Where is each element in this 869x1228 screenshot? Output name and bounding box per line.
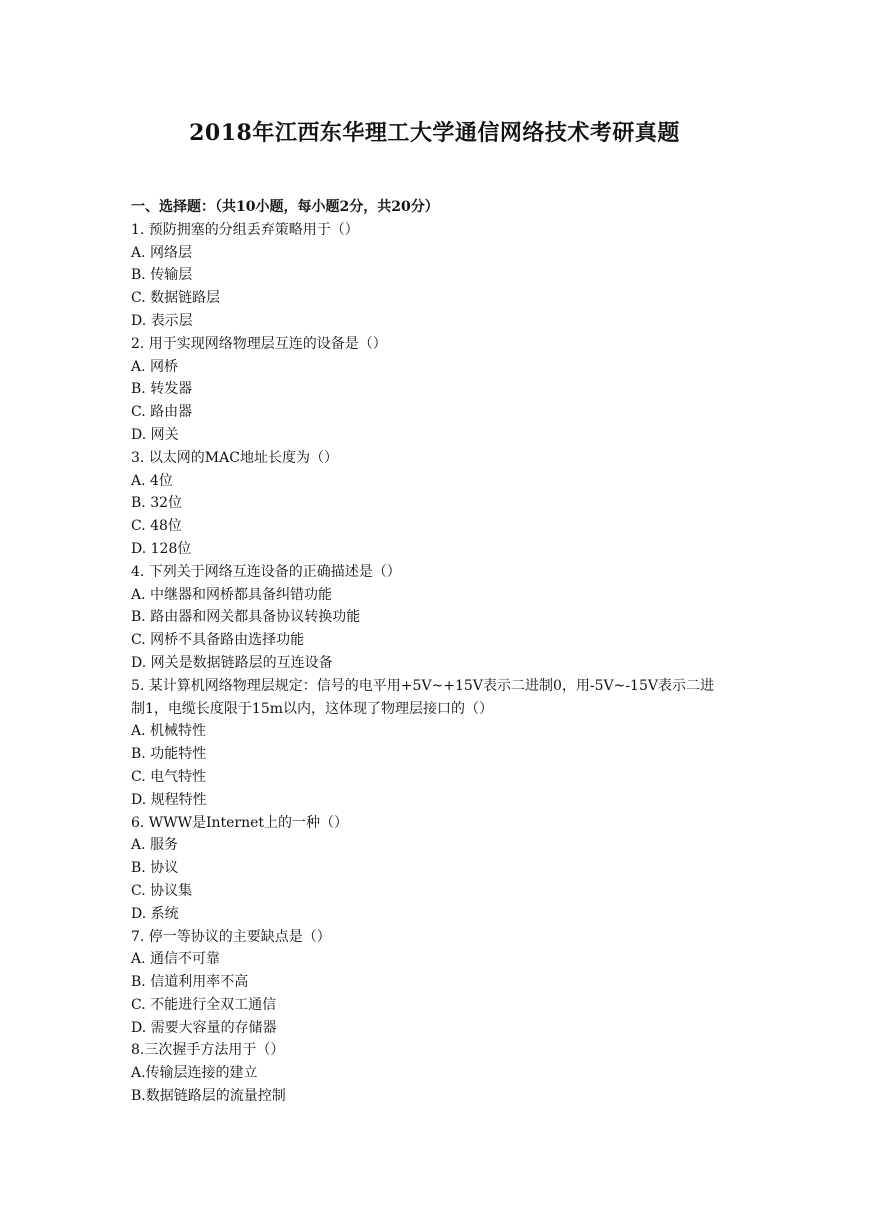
- option-5a: A. 机械特性: [131, 723, 207, 740]
- option-5d: D. 规程特性: [131, 791, 207, 808]
- option-4b: B. 路由器和网关都具备协议转换功能: [131, 609, 361, 626]
- option-7c: C. 不能进行全双工通信: [131, 996, 277, 1013]
- question-5-continued: 制1，电缆长度限于15m以内，这体现了物理层接口的（）: [131, 700, 493, 717]
- option-1d: D. 表示层: [131, 312, 193, 329]
- question-5: 5. 某计算机网络物理层规定：信号的电平用+5V~+15V表示二进制0，用-5V~-15V表示二进: [131, 677, 714, 694]
- option-6d: D. 系统: [131, 905, 179, 922]
- option-5b: B. 功能特性: [131, 746, 207, 763]
- question-7: 7. 停一等协议的主要缺点是（）: [131, 928, 331, 945]
- option-8a: A.传输层连接的建立: [131, 1065, 258, 1082]
- question-6: 6. WWW是Internet上的一种（）: [131, 814, 349, 831]
- question-8: 8.三次握手方法用于（）: [131, 1042, 285, 1059]
- question-4: 4. 下列关于网络互连设备的正确描述是（）: [131, 563, 401, 580]
- option-7d: D. 需要大容量的存储器: [131, 1019, 277, 1036]
- option-3b: B. 32位: [131, 495, 183, 512]
- option-4a: A. 中继器和网桥都具备纠错功能: [131, 586, 333, 603]
- section-heading: 一、选择题：（共10小题，每小题2分，共20分）: [131, 199, 439, 215]
- option-7b: B. 信道利用率不高: [131, 974, 249, 991]
- option-3a: A. 4位: [131, 472, 173, 489]
- option-3d: D. 128位: [131, 540, 192, 557]
- option-5c: C. 电气特性: [131, 768, 207, 785]
- document-title: 2018年江西东华理工大学通信网络技术考研真题: [189, 120, 680, 146]
- option-4c: C. 网桥不具备路由选择功能: [131, 632, 305, 649]
- option-1b: B. 传输层: [131, 267, 193, 284]
- option-6a: A. 服务: [131, 837, 179, 854]
- option-8b: B.数据链路层的流量控制: [131, 1088, 286, 1105]
- option-2c: C. 路由器: [131, 404, 193, 421]
- option-4d: D. 网关是数据链路层的互连设备: [131, 654, 333, 671]
- option-7a: A. 通信不可靠: [131, 951, 221, 968]
- option-2b: B. 转发器: [131, 381, 193, 398]
- option-2d: D. 网关: [131, 426, 179, 443]
- option-1a: A. 网络层: [131, 244, 193, 261]
- question-1: 1. 预防拥塞的分组丢弃策略用于（）: [131, 221, 359, 238]
- option-6c: C. 协议集: [131, 882, 193, 899]
- option-1c: C. 数据链路层: [131, 290, 221, 307]
- option-2a: A. 网桥: [131, 358, 179, 375]
- question-list: [131, 196, 751, 1108]
- option-3c: C. 48位: [131, 518, 182, 535]
- question-2: 2. 用于实现网络物理层互连的设备是（）: [131, 335, 387, 352]
- question-3: 3. 以太网的MAC地址长度为（）: [131, 449, 338, 466]
- option-6b: B. 协议: [131, 860, 179, 877]
